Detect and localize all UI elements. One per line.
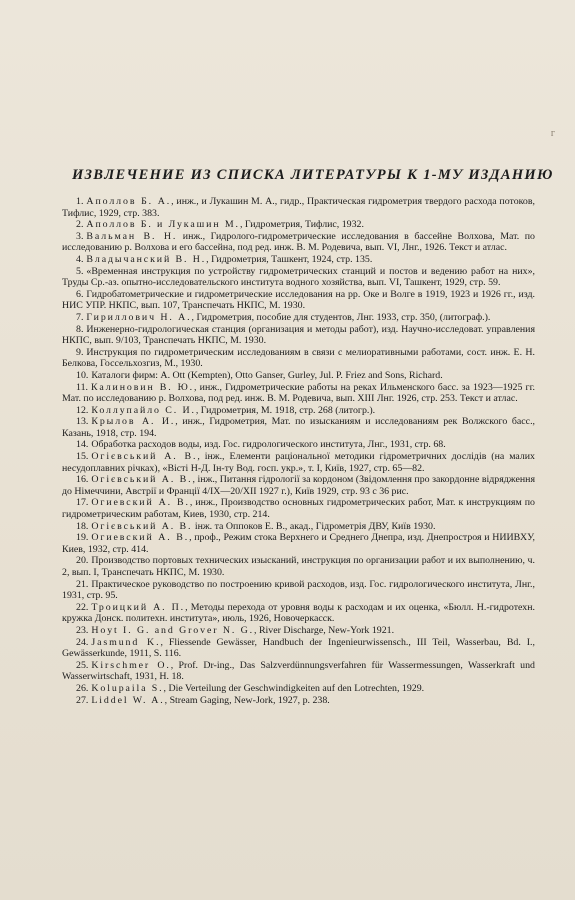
reference-text: , Гидрометрия, М. 1918, стр. 268 (литогр.). — [195, 404, 376, 416]
reference-number: 2. — [76, 219, 84, 231]
reference-text: , проф., Режим стока Верхнего и Среднего Днепра, изд. Днепростроя и НИИВХУ, Киев, 1932, стр. 414. — [62, 532, 535, 555]
reference-author: Аполлов Б. и Лукашин М. — [86, 219, 240, 231]
reference-author: Аполлов Б. А. — [86, 196, 172, 207]
reference-number: 14. — [76, 439, 89, 451]
reference-item — [62, 439, 535, 451]
reference-number: 6. — [76, 288, 84, 300]
reference-text: , River Discharge, New-York 1921. — [254, 624, 395, 636]
reference-item — [62, 219, 535, 231]
reference-number: 26. — [76, 682, 89, 694]
reference-item — [62, 625, 535, 637]
reference-author: Троицкий А. П. — [91, 601, 186, 613]
reference-text: , инж., и Лукашин М. А., гидр., Практическая гидрометрия твердого расхода потоков, Тифлис, 1929, стр. 383. — [62, 196, 535, 219]
reference-text: , інж., Елементи раціональної методики гідрометричних дослідів (на малих несудоплавних річках), «Вісті Н-Д. Ін-ту Вод. госп. укр.», т. I, Київ, 1927, стр. 65—82. — [62, 451, 535, 474]
margin-mark: г — [550, 128, 555, 139]
reference-number: 18. — [76, 520, 89, 532]
reference-item — [62, 474, 535, 497]
reference-number: 10. — [76, 369, 89, 381]
reference-number: 15. — [76, 451, 89, 463]
reference-number: 1. — [76, 196, 84, 207]
reference-text: Гидробатометрические и гидрометрические исследования на рр. Оке и Волге в 1919, 1923 и 1926 гг., изд. НИС УПР. НКПС, вып. 107, Транспечать НКПС, М. 1930. — [62, 288, 535, 312]
reference-item — [62, 602, 535, 625]
reference-text: , инж., Гидрометрия, Мат. по изысканиям и исследованиям рек Волжского басс., Казань, 1918, стр. 194. — [62, 416, 536, 439]
reference-text: Практическое руководство по построению кривой расходов, изд. Гос. гидрологического института, Лнг., 1931, стр. 95. — [62, 578, 535, 602]
reference-item — [62, 312, 535, 324]
reference-text: Инструкция по гидрометрическим исследованиям в связи с мелиоративными работами, сост. инж. Е. Н. Белкова, Госсельхозгиз, М., 1930. — [62, 346, 535, 370]
reference-author: Liddel W. A. — [91, 694, 165, 706]
reference-item — [62, 521, 535, 533]
reference-item — [62, 497, 535, 520]
reference-text: Обработка расходов воды, изд. Гос. гидрологического института, Лнг., 1931, стр. 68. — [91, 439, 446, 451]
reference-author: Kirschmer O. — [91, 659, 171, 671]
reference-author: Вальман В. Н. — [86, 230, 178, 242]
reference-text: інж. та Оппоков Е. В., акад., Гідрометрія ДВУ, Київ 1930. — [192, 520, 436, 532]
reference-item — [62, 451, 535, 474]
reference-item — [62, 266, 535, 289]
reference-number: 21. — [76, 578, 89, 590]
reference-text: , Гидрометрия, Тифлис, 1932. — [239, 219, 364, 231]
reference-author: Огієвський А. В. — [91, 520, 193, 532]
reference-item — [62, 370, 535, 382]
reference-author: Огиевский А. В. — [91, 532, 190, 544]
reference-text: , Гидрометрия, Ташкент, 1924, стр. 135. — [206, 253, 373, 265]
reference-number: 11. — [76, 381, 88, 393]
reference-author: Крылов А. И. — [91, 416, 176, 428]
reference-item — [62, 289, 535, 312]
reference-text: Инженерно-гидрологическая станция (организация и методы работ), изд. Научно-исследоват. управления НКПС, вып. 9/103, Транспечать НКПС, М. 1930. — [62, 323, 535, 347]
reference-text: , інж., Питання гідрології за кордоном (Звідомлення про закордонне відрядження до Німеччини, Австрії и Франції 4/IX—20/XII 1927 г.), Київ 1929, стр. 93 с 36 рис. — [62, 474, 535, 497]
reference-text: , Fliessende Gewässer, Handbuch der Ingenieurwissensch., III Teil, Wasserbau, Bd. I., Gewässerkunde, 1911, S. 116. — [62, 636, 535, 660]
reference-text: Производство портовых технических изысканий, инструкция по организации работ и их выполнению, ч. 2, вып. I, Транспечать НКПС, М. 1930. — [62, 555, 535, 578]
reference-text: , Die Verteilung der Geschwindigkeiten auf den Lotrechten, 1929. — [163, 682, 425, 694]
reference-text: «Временная инструкция по устройству гидрометрических станций и постов и ведению работ на них», Труды Ср.-аз. опытно-исследовательского института водного хозяйства, вып. VI, Ташкент, 1929, стр. 59. — [62, 265, 535, 289]
reference-text: , инж., Гидрометрические работы на реках Ильменского басс. за 1923—1925 гг. Мат. по исследованию р. Волхова, под ред. инж. В. М. Родевича, вып. XIII Лнг. 1926, стр. 253. Текст и атлас. — [62, 381, 535, 405]
reference-number: 20. — [76, 555, 89, 567]
reference-text: , Prof. Dr-ing., Das Salzverdünnungsverfahren für Wassermessungen, Wasserkraft und Wasserwirtschaft, 1931, H. 18. — [62, 659, 535, 683]
reference-text: инж., Гидролого-гидрометрические исследования в бассейне Волхова, Мат. по исследованию р. Волхова и его бассейна, под ред. инж. В. М. Родевича, вып. VI, Лнг., 1926. Текст и атлас. — [62, 230, 535, 254]
reference-item — [62, 683, 535, 695]
reference-number: 13. — [76, 416, 89, 428]
reference-author: Огієвський А. В. — [91, 451, 198, 463]
reference-item — [62, 382, 535, 405]
reference-item — [62, 637, 535, 660]
reference-author: Kolupaila S. — [91, 682, 164, 694]
reference-author: Гириллович Н. А. — [86, 311, 192, 323]
reference-item — [62, 660, 535, 683]
reference-author: Калиновин В. Ю. — [90, 381, 195, 393]
reference-item — [62, 324, 535, 347]
reference-author: Коллупайло С. И. — [91, 404, 196, 416]
reference-item — [62, 231, 535, 254]
reference-item — [62, 196, 535, 219]
reference-text: , инж., Производство основных гидрометрических работ, Мат. к инструкциям по гидрометрическим работам, Киев, 1930, стр. 214. — [62, 497, 535, 521]
reference-number: 3. — [76, 230, 84, 242]
reference-number: 27. — [76, 694, 89, 706]
reference-text: , Stream Gaging, New-Jork, 1927, p. 238. — [164, 694, 330, 706]
reference-number: 17. — [76, 497, 89, 509]
page-title: ИЗВЛЕЧЕНИЕ ИЗ СПИСКА ЛИТЕРАТУРЫ К 1-МУ ИЗДАНИЮ — [72, 167, 554, 183]
reference-number: 19. — [76, 532, 89, 544]
reference-item — [62, 532, 535, 555]
reference-author: Огієвський А. В. — [91, 474, 193, 486]
reference-number: 16. — [76, 474, 89, 486]
reference-text: , Методы перехода от уровня воды к расходам и их оценка, «Бюлл. Н.-гидротехн. кружка Донск. политехн. института», июль, 1926, Новочеркасск. — [62, 601, 535, 625]
reference-number: 5. — [76, 265, 84, 277]
reference-number: 24. — [76, 636, 89, 648]
reference-item — [62, 579, 535, 602]
reference-number: 23. — [76, 624, 89, 636]
reference-text: , Гидрометрия, пособие для студентов, Лнг. 1933, стр. 350, (литограф.). — [191, 311, 491, 323]
reference-number: 4. — [76, 253, 84, 265]
reference-item — [62, 555, 535, 578]
reference-number: 22. — [76, 601, 89, 613]
reference-item — [62, 416, 535, 439]
reference-text: Каталоги фирм: A. Ott (Kempten), Otto Ganser, Gurley, Jul. P. Friez and Sons, Richard. — [91, 369, 443, 381]
reference-item — [62, 347, 535, 370]
reference-item — [62, 695, 535, 707]
reference-author: Jasmund K. — [91, 636, 161, 648]
reference-item — [62, 254, 535, 266]
reference-number: 8. — [76, 323, 84, 335]
reference-author: Hoyt I. G. and Grover N. G. — [91, 624, 254, 636]
reference-number: 12. — [76, 404, 89, 416]
reference-number: 7. — [76, 311, 84, 323]
reference-number: 9. — [76, 346, 84, 358]
reference-number: 25. — [76, 659, 89, 671]
reference-author: Владычанский В. Н. — [86, 253, 207, 265]
reference-author: Огиевский А. В. — [91, 497, 190, 509]
reference-list — [62, 196, 535, 706]
reference-item — [62, 405, 535, 417]
